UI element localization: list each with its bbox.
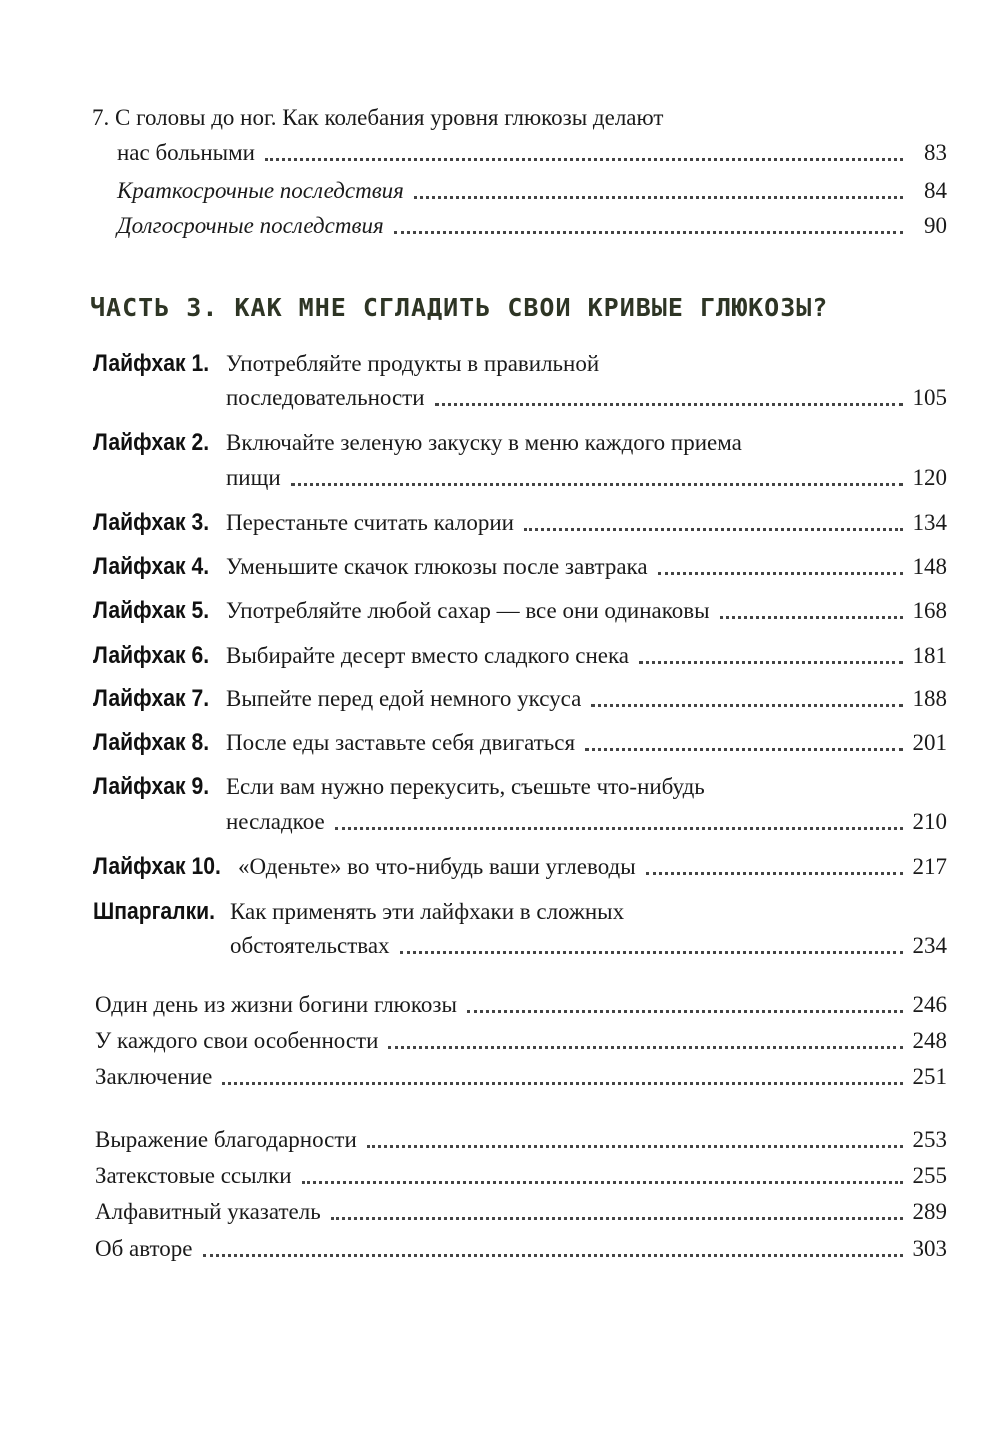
hack-entry[interactable] <box>226 684 947 714</box>
dot-leader <box>720 615 903 619</box>
hack-entry[interactable] <box>226 641 947 671</box>
hack-label: Лайфхак 5. <box>93 597 210 624</box>
dot-leader <box>400 950 903 954</box>
page-number: 84 <box>924 178 947 203</box>
dot-leader <box>222 1081 902 1085</box>
hack-label: Лайфхак 7. <box>93 685 210 712</box>
page-number: 210 <box>912 809 947 834</box>
dot-leader <box>639 660 903 664</box>
page-number: 289 <box>912 1199 947 1224</box>
hack-label: Лайфхак 3. <box>93 509 210 536</box>
hack-title-line2: последовательности <box>226 385 425 410</box>
hack-entry[interactable] <box>226 383 947 413</box>
hack-label: Лайфхак 8. <box>93 729 210 756</box>
dot-leader <box>367 1144 903 1148</box>
hack-title: После еды заставьте себя двигаться <box>226 730 576 755</box>
hack-label: Лайфхак 9. <box>93 773 210 800</box>
hack-label: Лайфхак 6. <box>93 642 210 669</box>
hack-title-line2: несладкое <box>226 809 325 834</box>
hack-entry[interactable] <box>226 463 947 493</box>
toc-entry[interactable] <box>95 1197 947 1227</box>
dot-leader <box>591 703 902 707</box>
page-number: 134 <box>912 510 947 535</box>
part3-heading[interactable]: ЧАСТЬ 3. КАК МНЕ СГЛАДИТЬ СВОИ КРИВЫЕ ГЛЮКОЗЫ? <box>90 293 829 322</box>
entry-text: Заключение <box>95 1064 213 1089</box>
hack-label: Лайфхак 2. <box>93 429 210 456</box>
toc-entry[interactable] <box>95 1161 947 1191</box>
chapter7-title-line2: нас больными <box>117 140 255 165</box>
entry-text: Об авторе <box>95 1236 193 1261</box>
hack-title-line1[interactable]: Как применять эти лайфхаки в сложных <box>230 899 625 924</box>
entry-text: Один день из жизни богини глюкозы <box>95 992 457 1017</box>
hack-entry[interactable] <box>226 728 947 758</box>
hack-title-line2: обстоятельствах <box>230 933 390 958</box>
dot-leader <box>203 1253 903 1257</box>
hack-title: Перестаньте считать калории <box>226 510 514 535</box>
dot-leader <box>265 157 903 161</box>
hack-label: Лайфхак 4. <box>93 553 210 580</box>
dot-leader <box>335 826 903 830</box>
hack-label: Шпаргалки. <box>93 898 216 925</box>
hack-label: Лайфхак 10. <box>93 853 221 880</box>
page-number: 251 <box>912 1064 947 1089</box>
dot-leader <box>394 230 903 234</box>
sub-entry-text: Краткосрочные последствия <box>117 178 404 203</box>
page-number: 303 <box>912 1236 947 1261</box>
hack-title-line1[interactable]: Включайте зеленую закуску в меню каждого приема <box>226 430 742 455</box>
dot-leader <box>585 747 902 751</box>
toc-entry[interactable] <box>95 1125 947 1155</box>
chapter7-sub-entry[interactable] <box>117 211 947 241</box>
hack-title-line1[interactable]: Если вам нужно перекусить, съешьте что-нибудь <box>226 774 705 799</box>
page-number: 201 <box>912 730 947 755</box>
dot-leader <box>414 195 903 199</box>
hack-entry[interactable] <box>238 852 947 882</box>
page-number: 90 <box>924 213 947 238</box>
page-number: 248 <box>912 1028 947 1053</box>
sub-entry-text: Долгосрочные последствия <box>117 213 384 238</box>
toc-entry[interactable] <box>95 1234 947 1264</box>
page-number: 234 <box>912 933 947 958</box>
entry-text: Выражение благодарности <box>95 1127 357 1152</box>
entry-text: У каждого свои особенности <box>95 1028 379 1053</box>
page-number: 217 <box>912 854 947 879</box>
chapter7-sub-entry[interactable] <box>117 176 947 206</box>
entry-text: Алфавитный указатель <box>95 1199 321 1224</box>
entry-text: Затекстовые ссылки <box>95 1163 292 1188</box>
page-number: 255 <box>912 1163 947 1188</box>
hack-entry[interactable] <box>226 807 947 837</box>
toc-entry[interactable] <box>95 1026 947 1056</box>
dot-leader <box>435 402 903 406</box>
hack-title: «Оденьте» во что-нибудь ваши углеводы <box>238 854 636 879</box>
page-number: 120 <box>912 465 947 490</box>
hack-title-line2: пищи <box>226 465 281 490</box>
hack-title: Выпейте перед едой немного уксуса <box>226 686 582 711</box>
hack-entry[interactable] <box>226 508 947 538</box>
hack-entry[interactable] <box>226 596 947 626</box>
hack-label: Лайфхак 1. <box>93 350 210 377</box>
toc-entry[interactable] <box>95 990 947 1020</box>
dot-leader <box>291 482 903 486</box>
chapter7-entry[interactable] <box>117 138 947 168</box>
dot-leader <box>302 1180 903 1184</box>
dot-leader <box>331 1216 903 1220</box>
hack-entry[interactable] <box>226 552 947 582</box>
page-number: 253 <box>912 1127 947 1152</box>
page-number: 181 <box>912 643 947 668</box>
chapter7-title-line1: 7. С головы до ног. Как колебания уровня глюкозы делают <box>92 105 664 130</box>
dot-leader <box>388 1045 902 1049</box>
page-number: 188 <box>912 686 947 711</box>
page-number: 168 <box>912 598 947 623</box>
hack-title-line1[interactable]: Употребляйте продукты в правильной <box>226 351 600 376</box>
dot-leader <box>658 571 903 575</box>
page-number: 246 <box>912 992 947 1017</box>
hack-title: Употребляйте любой сахар — все они одинаковы <box>226 598 710 623</box>
page-number: 83 <box>924 140 947 165</box>
dot-leader <box>467 1009 903 1013</box>
hack-title: Выбирайте десерт вместо сладкого снека <box>226 643 629 668</box>
dot-leader <box>524 527 903 531</box>
dot-leader <box>646 871 903 875</box>
hack-title: Уменьшите скачок глюкозы после завтрака <box>226 554 648 579</box>
page-number: 148 <box>912 554 947 579</box>
page-number: 105 <box>912 385 947 410</box>
toc-entry[interactable] <box>95 1062 947 1092</box>
hack-entry[interactable] <box>230 931 947 961</box>
